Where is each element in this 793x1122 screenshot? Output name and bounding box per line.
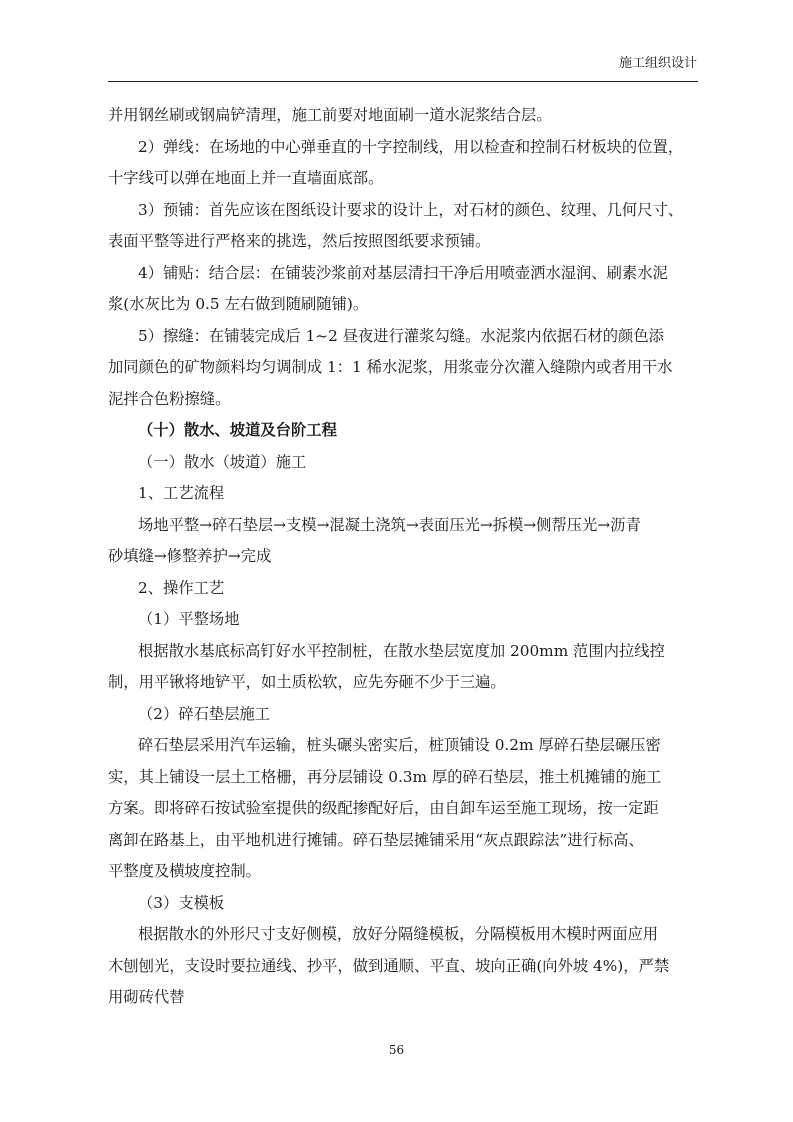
body-line: 根据散水基底标高钉好水平控制桩，在散水垫层宽度加 200mm 范围内拉线控 (138, 641, 665, 660)
body-line: 木刨刨光，支设时要拉通线、抄平，做到通顺、平直、坡向正确(向外坡 4%)，严禁 (108, 956, 670, 975)
body-line: 加同颜色的矿物颜料均匀调制成 1：1 稀水泥浆，用浆壶分次灌入缝隙内或者用干水 (108, 358, 673, 376)
page-body (108, 100, 698, 1014)
body-line: 砂填缝→修整养护→完成 (108, 547, 272, 565)
body-line: 平整度及横坡度控制。 (108, 862, 261, 880)
page-number: 56 (388, 1043, 405, 1057)
body-line: 实，其上铺设一层土工格栅，再分层铺设 0.3m 厚的碎石垫层，推土机摊铺的施工 (108, 767, 662, 786)
subheading: （3）支模板 (138, 893, 225, 912)
body-line: 离卸在路基上，由平地机进行摊铺。碎石垫层摊铺采用“灰点跟踪法”进行标高、 (108, 830, 644, 849)
body-line: 表面平整等进行严格来的挑选，然后按照图纸要求预铺。 (108, 232, 491, 250)
body-line: 方案。即将碎石按试验室提供的级配掺配好后，由自卸车运至施工现场，按一定距 (108, 799, 659, 817)
body-line: 制，用平锹将地铲平，如土质松软，应先夯砸不少于三遍。 (108, 673, 506, 691)
body-line: 根据散水的外形尺寸支好侧模，放好分隔缝模板，分隔模板用木模时两面应用 (138, 925, 659, 943)
body-line: 碎石垫层采用汽车运输，桩头碾头密实后，桩顶铺设 0.2m 厚碎石垫层碾压密 (138, 736, 661, 754)
body-line: 4）铺贴：结合层：在铺装沙浆前对基层清扫干净后用喷壶洒水湿润、刷素水泥 (138, 263, 668, 282)
body-line: 用砌砖代替 (108, 988, 185, 1006)
subsection-heading: （一）散水（坡道）施工 (138, 452, 307, 471)
body-line: 十字线可以弹在地面上并一直墙面底部。 (108, 169, 384, 187)
subheading: （2）碎石垫层施工 (138, 704, 271, 723)
subheading: （1）平整场地 (138, 610, 240, 628)
section-heading: （十）散水、坡道及台阶工程 (138, 421, 337, 439)
body-line: 5）擦缝：在铺装完成后 1~2 昼夜进行灌浆勾缝。水泥浆内依据石材的颜色添 (138, 326, 664, 345)
body-line: 2）弹线：在场地的中心弹垂直的十字控制线，用以检查和控制石材板块的位置， (138, 137, 684, 156)
subheading: 1、工艺流程 (138, 484, 225, 502)
header-rule (108, 81, 698, 82)
running-header-title: 施工组织设计 (618, 56, 697, 71)
body-line: 场地平整→碎石垫层→支模→混凝土浇筑→表面压光→拆模→侧帮压光→沥青 (138, 515, 641, 534)
body-line: 浆(水灰比为 0.5 左右做到随刷随铺)。 (108, 295, 369, 313)
body-line: 并用钢丝刷或钢扁铲清理，施工前要对地面刷一道水泥浆结合层。 (108, 106, 552, 124)
body-line: 泥拌合色粉擦缝。 (108, 389, 231, 408)
body-line: 3）预铺：首先应该在图纸设计要求的设计上，对石材的颜色、纹理、几何尺寸、 (138, 200, 684, 219)
subheading: 2、操作工艺 (138, 578, 225, 597)
